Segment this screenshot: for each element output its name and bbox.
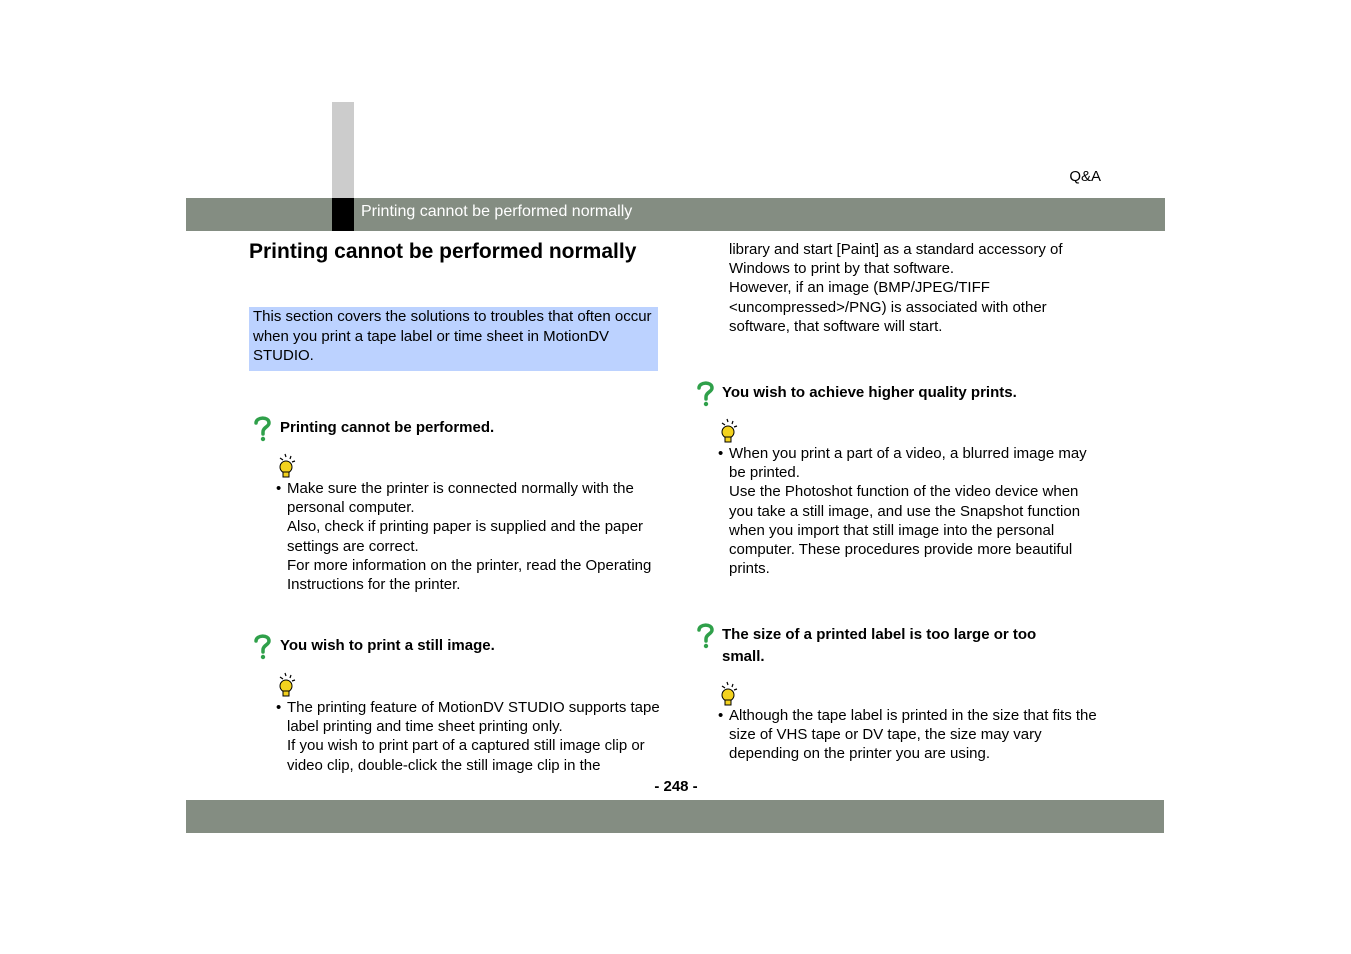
- answer-line: When you print a part of a video, a blurred image may be printed.: [729, 445, 1087, 482]
- intro-box: This section covers the solutions to troubles that often occur when you print a tape label or time sheet in MotionDV STUDIO.: [249, 307, 658, 371]
- answer-line: Also, check if printing paper is supplied and the paper settings are correct.: [287, 518, 644, 555]
- header-title: Printing cannot be performed normally: [361, 203, 633, 220]
- answer: [276, 479, 662, 594]
- question-icon: [253, 415, 272, 442]
- answer-continuation: [729, 240, 1101, 336]
- answer-line: Use the Photoshot function of the video device when you take a still image, and use the Snapshot function when you import that still image into the personal computer. These procedures provide more beautiful prints.: [729, 483, 1081, 578]
- bullet: •: [276, 480, 282, 497]
- question-text: You wish to achieve higher quality prints.: [722, 384, 1017, 401]
- question-text: Printing cannot be performed.: [280, 419, 495, 436]
- answer: [276, 698, 662, 775]
- bullet: •: [276, 699, 282, 716]
- page-number: - 248 -: [654, 778, 698, 795]
- question-icon: [696, 622, 715, 649]
- lightbulb-icon: [720, 681, 742, 707]
- answer: [718, 706, 1101, 764]
- answer-line: If you wish to print part of a captured still image clip or video clip, double-click the still image clip in the: [287, 737, 645, 774]
- bullet: •: [718, 445, 724, 462]
- question-text: The size of a printed label is too large or too small.: [722, 626, 1037, 665]
- answer-line: However, if an image (BMP/JPEG/TIFF <uncompressed>/PNG) is associated with other software, that software will start.: [729, 279, 1047, 335]
- answer: [718, 444, 1101, 578]
- section-label: Q&A: [1069, 168, 1101, 185]
- page-title: Printing cannot be performed normally: [249, 240, 637, 263]
- footer-bar: [186, 800, 1164, 833]
- answer-line: Although the tape label is printed in the size that fits the size of VHS tape or DV tape, the size may vary depending on the printer you are using.: [729, 707, 1097, 763]
- lightbulb-icon: [720, 418, 742, 444]
- answer-line: library and start [Paint] as a standard accessory of Windows to print by that software.: [729, 241, 1063, 278]
- gray-tab: [332, 102, 354, 198]
- question-icon: [253, 633, 272, 660]
- answer-line: The printing feature of MotionDV STUDIO supports tape label printing and time sheet printing only.: [287, 699, 660, 736]
- header-black-tab: [332, 198, 354, 231]
- question-icon: [696, 380, 715, 407]
- question-text: You wish to print a still image.: [280, 637, 495, 654]
- lightbulb-icon: [278, 672, 300, 698]
- lightbulb-icon: [278, 453, 300, 479]
- answer-line: For more information on the printer, read the Operating Instructions for the printer.: [287, 556, 652, 594]
- bullet: •: [718, 707, 724, 724]
- answer-line: Make sure the printer is connected normally with the personal computer.: [287, 480, 634, 517]
